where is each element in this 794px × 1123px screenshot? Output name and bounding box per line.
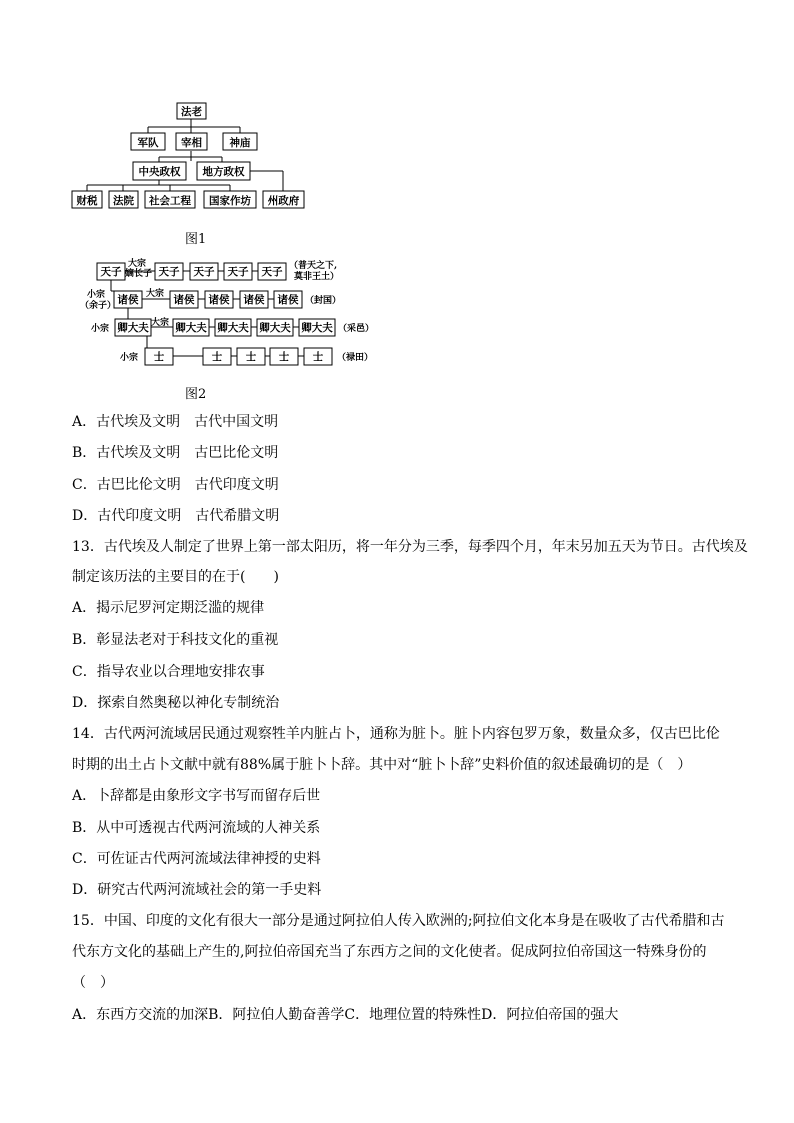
figure1-caption: 图1 — [185, 232, 207, 247]
fig2-dazong-top: 大宗 — [128, 259, 147, 269]
q14-option-b: B．从中可透视古代两河流域的人神关系 — [72, 820, 321, 836]
q13-option-a: A．揭示尼罗河定期泛滥的规律 — [72, 600, 265, 616]
fig2-note2-r0: 莫非王土） — [294, 272, 340, 282]
fig2-r3-c3: 士 — [278, 351, 290, 363]
q14-stem-line2: 时期的出土占卜文献中就有88%属于脏卜卜辞。其中对“脏卜卜辞”史料价值的叙述最确切的是（ ） — [72, 757, 692, 773]
fig1-l4-0: 财税 — [76, 195, 98, 207]
fig2-note-r2: （采邑） — [338, 324, 375, 334]
fig1-l3-1: 地方政权 — [202, 166, 245, 178]
q15-stem-line1: 15．中国、印度的文化有很大一部分是通过阿拉伯人传入欧洲的;阿拉伯文化本身是在吸收了古代希腊和古 — [72, 913, 725, 929]
fig2-r3-c2: 士 — [245, 351, 257, 363]
fig2-yuzi: （余子） — [80, 301, 117, 311]
fig2-r0-c4: 天子 — [261, 266, 283, 278]
fig2-xiaozong2: 小宗 — [91, 324, 110, 334]
fig2-r1-c4: 诸侯 — [277, 294, 299, 306]
fig1-l4-1: 法院 — [113, 195, 134, 207]
fig2-r0-c1: 天子 — [158, 266, 180, 278]
fig2-dazong2: 大宗 — [146, 289, 165, 299]
fig2-r3-c4: 士 — [312, 351, 324, 363]
q12-option-b: B．古代埃及文明 古巴比伦文明 — [72, 445, 279, 461]
q13-option-d: D．探索自然奥秘以神化专制统治 — [72, 695, 280, 711]
fig1-l2-0: 军队 — [137, 137, 159, 149]
fig2-r2-c3: 卿大夫 — [259, 322, 291, 334]
fig2-note-r1: （封国） — [305, 296, 342, 306]
q14-option-a: A．卜辞都是由象形文字书写而留存后世 — [72, 788, 321, 804]
fig2-r0-c3: 天子 — [227, 266, 249, 278]
q12-option-d: D．古代印度文明 古代希腊文明 — [72, 508, 280, 524]
q12-option-a: A．古代埃及文明 古代中国文明 — [72, 414, 279, 430]
q13-stem-line1: 13．古代埃及人制定了世界上第一部太阳历，将一年分为三季，每季四个月，年末另加五天为节日。古代埃及 — [72, 539, 748, 555]
fig1-l2-2: 神庙 — [229, 137, 251, 149]
fig2-note-r3: （禄田） — [337, 353, 374, 363]
fig2-dazong3: 大宗 — [151, 318, 170, 328]
fig1-l4-2: 社会工程 — [149, 195, 191, 207]
q13-option-c: C．指导农业以合理地安排农事 — [72, 664, 265, 680]
fig2-r2-c0: 卿大夫 — [117, 322, 149, 334]
fig2-r3-c0: 士 — [153, 351, 165, 363]
q15-stem-line2: 代东方文化的基础上产生的,阿拉伯帝国充当了东西方之间的文化使者。促成阿拉伯帝国这一特殊身份的 — [72, 944, 707, 960]
fig1-l3-0: 中央政权 — [138, 166, 181, 178]
fig2-r1-c1: 诸侯 — [173, 294, 195, 306]
figure2-caption: 图2 — [185, 387, 207, 402]
fig2-r0-c0: 天子 — [100, 266, 122, 278]
fig2-xiaozong3: 小宗 — [120, 353, 139, 363]
fig1-top: 法老 — [181, 106, 202, 118]
fig2-r1-c3: 诸侯 — [243, 294, 265, 306]
q15-options: A．东西方交流的加深B．阿拉伯人勤奋善学C．地理位置的特殊性D．阿拉伯帝国的强大 — [72, 1007, 619, 1023]
figure2-clan-chart — [0, 255, 794, 385]
fig2-note-r0: （普天之下, — [289, 261, 338, 271]
q14-option-c: C．可佐证古代两河流域法律神授的史料 — [72, 851, 321, 867]
fig2-r2-c4: 卿大夫 — [301, 322, 333, 334]
fig1-l2-1: 宰相 — [181, 137, 202, 149]
q13-option-b: B．彰显法老对于科技文化的重视 — [72, 632, 279, 648]
q15-stem-line3: （ ） — [72, 975, 114, 991]
fig2-r1-c2: 诸侯 — [208, 294, 230, 306]
fig1-l4-4: 州政府 — [267, 195, 300, 207]
fig2-xiaozong1: 小宗 — [87, 290, 106, 300]
fig2-r0-c2: 天子 — [193, 266, 215, 278]
q12-option-c: C．古巴比伦文明 古代印度文明 — [72, 477, 279, 493]
fig2-r1-c0: 诸侯 — [117, 294, 139, 306]
fig2-r3-c1: 士 — [211, 351, 223, 363]
q14-option-d: D．研究古代两河流域社会的第一手史料 — [72, 882, 322, 898]
fig2-r2-c2: 卿大夫 — [217, 322, 249, 334]
fig1-l4-3: 国家作坊 — [209, 195, 251, 207]
q14-stem-line1: 14．古代两河流域居民通过观察牲羊内脏占卜，通称为脏卜。脏卜内容包罗万象，数量众多，仅古巴比伦 — [72, 726, 720, 742]
fig2-dizhangzi: 嫡长子 — [125, 269, 153, 279]
fig2-r2-c1: 卿大夫 — [175, 322, 207, 334]
q13-stem-line2: 制定该历法的主要目的在于( ) — [72, 569, 279, 585]
